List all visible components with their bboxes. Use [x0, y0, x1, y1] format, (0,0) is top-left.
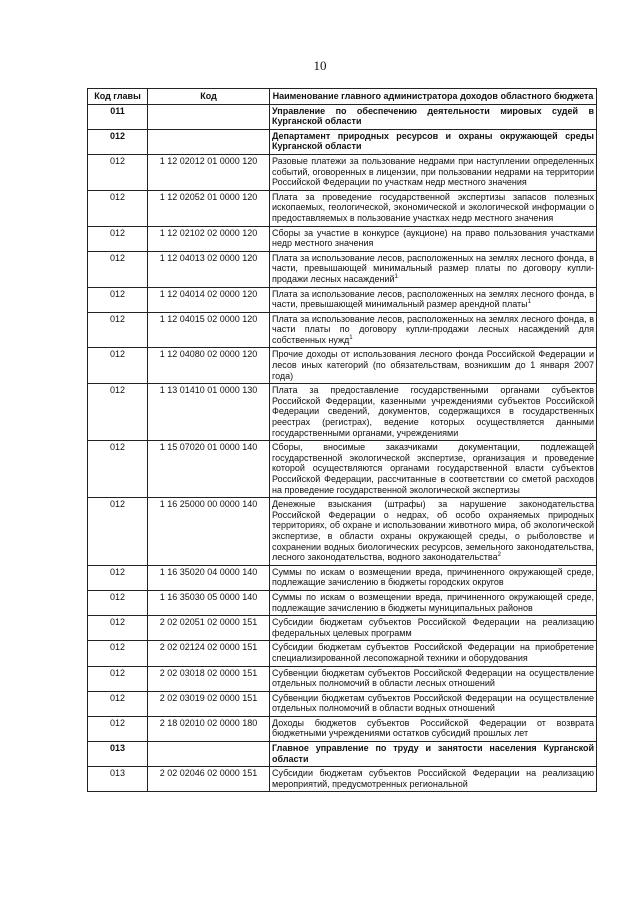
name-cell: [270, 716, 597, 741]
page-number: 10: [313, 58, 327, 73]
name-text: Плата за проведение государственной экспертизы запасов полезных ископаемых, геологической, экономической и экологической информации о предоставляемых в пользование участках недр местного значения: [272, 191, 594, 223]
name-cell: [270, 441, 597, 498]
chapter-code-cell: 012: [88, 565, 148, 590]
chapter-code-cell: 012: [88, 312, 148, 348]
table-row: [88, 616, 597, 641]
chapter-code-cell: 012: [88, 384, 148, 441]
table-row: [88, 691, 597, 716]
code-cell: [148, 742, 270, 767]
name-text: Сборы, вносимые заказчиками документации, подлежащей государственной экологической экспертизе, организация и проведение которой осуществляются органами государственной власти субъектов Российской Федерации, рассчитанные в соответствии со сметой расходов на проведение государственной экологической экспертизы: [272, 442, 594, 495]
name-text: Плата за использование лесов, расположенных на землях лесного фонда, в части, превышающей минимальный размер арендной платы: [272, 288, 594, 310]
chapter-code-cell: 012: [88, 641, 148, 666]
name-text: Субсидии бюджетам субъектов Российской Федерации на реализацию федеральных целевых программ: [272, 617, 594, 638]
name-text: Департамент природных ресурсов и охраны окружающей среды Курганской области: [272, 130, 594, 152]
name-cell: [270, 312, 597, 348]
code-cell: 2 02 03019 02 0000 151: [148, 691, 270, 716]
chapter-code-cell: 012: [88, 441, 148, 498]
name-text: Плата за предоставление государственными органами субъектов Российской Федерации, казенными учреждениями субъектов Российской Федерации сведений, документов, содержащихся в государственных реестрах (регистрах), ведение которых осуществляется данными государственными органами, учреждениями: [272, 385, 594, 438]
name-text: Доходы бюджетов субъектов Российской Федерации от возврата бюджетными учреждениями остатков субсидий прошлых лет: [272, 717, 594, 739]
code-cell: 1 15 07020 01 0000 140: [148, 441, 270, 498]
footnote-marker: 1: [527, 299, 531, 306]
name-text: Субсидии бюджетам субъектов Российской Федерации на приобретение специализированной лесопожарной техники и оборудования: [272, 642, 594, 663]
chapter-code-cell: 013: [88, 742, 148, 767]
name-text: Плата за использование лесов, расположенных на землях лесного фонда, в части, превышающей минимальный размер платы по договору купли-продажи лесных насаждений: [272, 252, 594, 284]
code-cell: 1 12 04014 02 0000 120: [148, 287, 270, 312]
table-row: [88, 590, 597, 615]
chapter-code-cell: 012: [88, 287, 148, 312]
table-row: [88, 498, 597, 566]
code-cell: 1 16 35030 05 0000 140: [148, 590, 270, 615]
name-cell: [270, 190, 597, 226]
code-cell: 1 12 02102 02 0000 120: [148, 226, 270, 251]
code-cell: 2 02 02046 02 0000 151: [148, 767, 270, 792]
chapter-code-cell: 012: [88, 154, 148, 190]
table-row: [88, 154, 597, 190]
code-cell: 1 12 04080 02 0000 120: [148, 348, 270, 384]
code-cell: [148, 104, 270, 129]
chapter-code-cell: 012: [88, 498, 148, 566]
chapter-code-cell: 012: [88, 190, 148, 226]
table-row: [88, 190, 597, 226]
name-text: Субвенции бюджетам субъектов Российской Федерации на осуществление отдельных полномочий в области водных отношений: [272, 692, 594, 714]
name-text: Суммы по искам о возмещении вреда, причиненного окружающей среде, подлежащие зачислению в бюджеты городских округов: [272, 566, 594, 588]
chapter-code-cell: 012: [88, 616, 148, 641]
header-code: Код: [148, 89, 270, 105]
name-cell: [270, 616, 597, 641]
table-row: [88, 565, 597, 590]
name-text: Плата за использование лесов, расположенных на землях лесного фонда, в части платы по договору купли-продажи лесных насаждений для собственных нужд: [272, 313, 594, 345]
name-cell: [270, 154, 597, 190]
table-header-row: [88, 89, 597, 105]
table-row: [88, 104, 597, 129]
table-row: [88, 666, 597, 691]
table-row: [88, 641, 597, 666]
name-cell: [270, 348, 597, 384]
header-chapter-code: Код главы: [88, 89, 148, 105]
name-cell: [270, 742, 597, 767]
code-cell: 1 12 04013 02 0000 120: [148, 251, 270, 287]
code-cell: 2 02 02124 02 0000 151: [148, 641, 270, 666]
revenue-administrators-table: [87, 88, 597, 792]
name-text: Главное управление по труду и занятости населения Курганской области: [272, 743, 594, 764]
chapter-code-cell: 012: [88, 691, 148, 716]
table-row: [88, 742, 597, 767]
chapter-code-cell: 011: [88, 104, 148, 129]
code-cell: 1 12 02052 01 0000 120: [148, 190, 270, 226]
code-cell: 2 18 02010 02 0000 180: [148, 716, 270, 741]
name-cell: [270, 498, 597, 566]
code-cell: 1 12 04015 02 0000 120: [148, 312, 270, 348]
name-cell: [270, 565, 597, 590]
name-text: Субвенции бюджетам субъектов Российской Федерации на осуществление отдельных полномочий в области лесных отношений: [272, 667, 594, 689]
footnote-marker: 2: [497, 552, 501, 559]
name-cell: [270, 590, 597, 615]
name-cell: [270, 691, 597, 716]
footnote-marker: 1: [349, 334, 353, 341]
name-cell: [270, 384, 597, 441]
code-cell: 1 16 25000 00 0000 140: [148, 498, 270, 566]
code-cell: 2 02 02051 02 0000 151: [148, 616, 270, 641]
name-text: Субсидии бюджетам субъектов Российской Федерации на реализацию мероприятий, предусмотренных региональной: [272, 768, 594, 789]
name-cell: [270, 767, 597, 792]
name-text: Разовые платежи за пользование недрами при наступлении определенных событий, оговоренных в лицензии, при пользовании недрами на территории Российской Федерации по участкам недр местного значения: [272, 155, 594, 188]
code-cell: 1 12 02012 01 0000 120: [148, 154, 270, 190]
code-cell: 2 02 03018 02 0000 151: [148, 666, 270, 691]
footnote-marker: 1: [394, 273, 398, 280]
name-cell: [270, 641, 597, 666]
header-name: Наименование главного администратора доходов областного бюджета: [270, 89, 597, 105]
code-cell: [148, 129, 270, 154]
name-text: Сборы за участие в конкурсе (аукционе) на право пользования участками недр местного значения: [272, 227, 594, 249]
name-text: Управление по обеспечению деятельности мировых судей в Курганской области: [272, 105, 594, 127]
name-cell: [270, 666, 597, 691]
table-row: [88, 312, 597, 348]
name-text: Суммы по искам о возмещении вреда, причиненного окружающей среде, подлежащие зачислению в бюджеты муниципальных районов: [272, 591, 594, 613]
chapter-code-cell: 012: [88, 251, 148, 287]
code-cell: 1 16 35020 04 0000 140: [148, 565, 270, 590]
table-row: [88, 767, 597, 792]
table-row: [88, 251, 597, 287]
name-cell: [270, 104, 597, 129]
table-row: [88, 287, 597, 312]
chapter-code-cell: 012: [88, 716, 148, 741]
name-cell: [270, 287, 597, 312]
table-row: [88, 226, 597, 251]
table-row: [88, 129, 597, 154]
table-row: [88, 348, 597, 384]
chapter-code-cell: 012: [88, 590, 148, 615]
table-row: [88, 716, 597, 741]
chapter-code-cell: 012: [88, 226, 148, 251]
chapter-code-cell: 012: [88, 348, 148, 384]
name-text: Прочие доходы от использования лесного фонда Российской Федерации и лесов иных категорий (по обязательствам, возникшим до 1 января 2007 года): [272, 349, 594, 381]
name-cell: [270, 251, 597, 287]
chapter-code-cell: 012: [88, 666, 148, 691]
table-row: [88, 441, 597, 498]
name-cell: [270, 129, 597, 154]
table-row: [88, 384, 597, 441]
name-cell: [270, 226, 597, 251]
code-cell: 1 13 01410 01 0000 130: [148, 384, 270, 441]
chapter-code-cell: 013: [88, 767, 148, 792]
chapter-code-cell: 012: [88, 129, 148, 154]
name-text: Денежные взыскания (штрафы) за нарушение законодательства Российской Федерации о недрах, об особо охраняемых природных территориях, об охране и использовании животного мира, об экологической экспертизе, в области охраны окружающей среды, о рыболовстве и сохранении водных биологических ресурсов, земельного законодательства, лесного законодательства, водного законодательства: [272, 499, 594, 563]
